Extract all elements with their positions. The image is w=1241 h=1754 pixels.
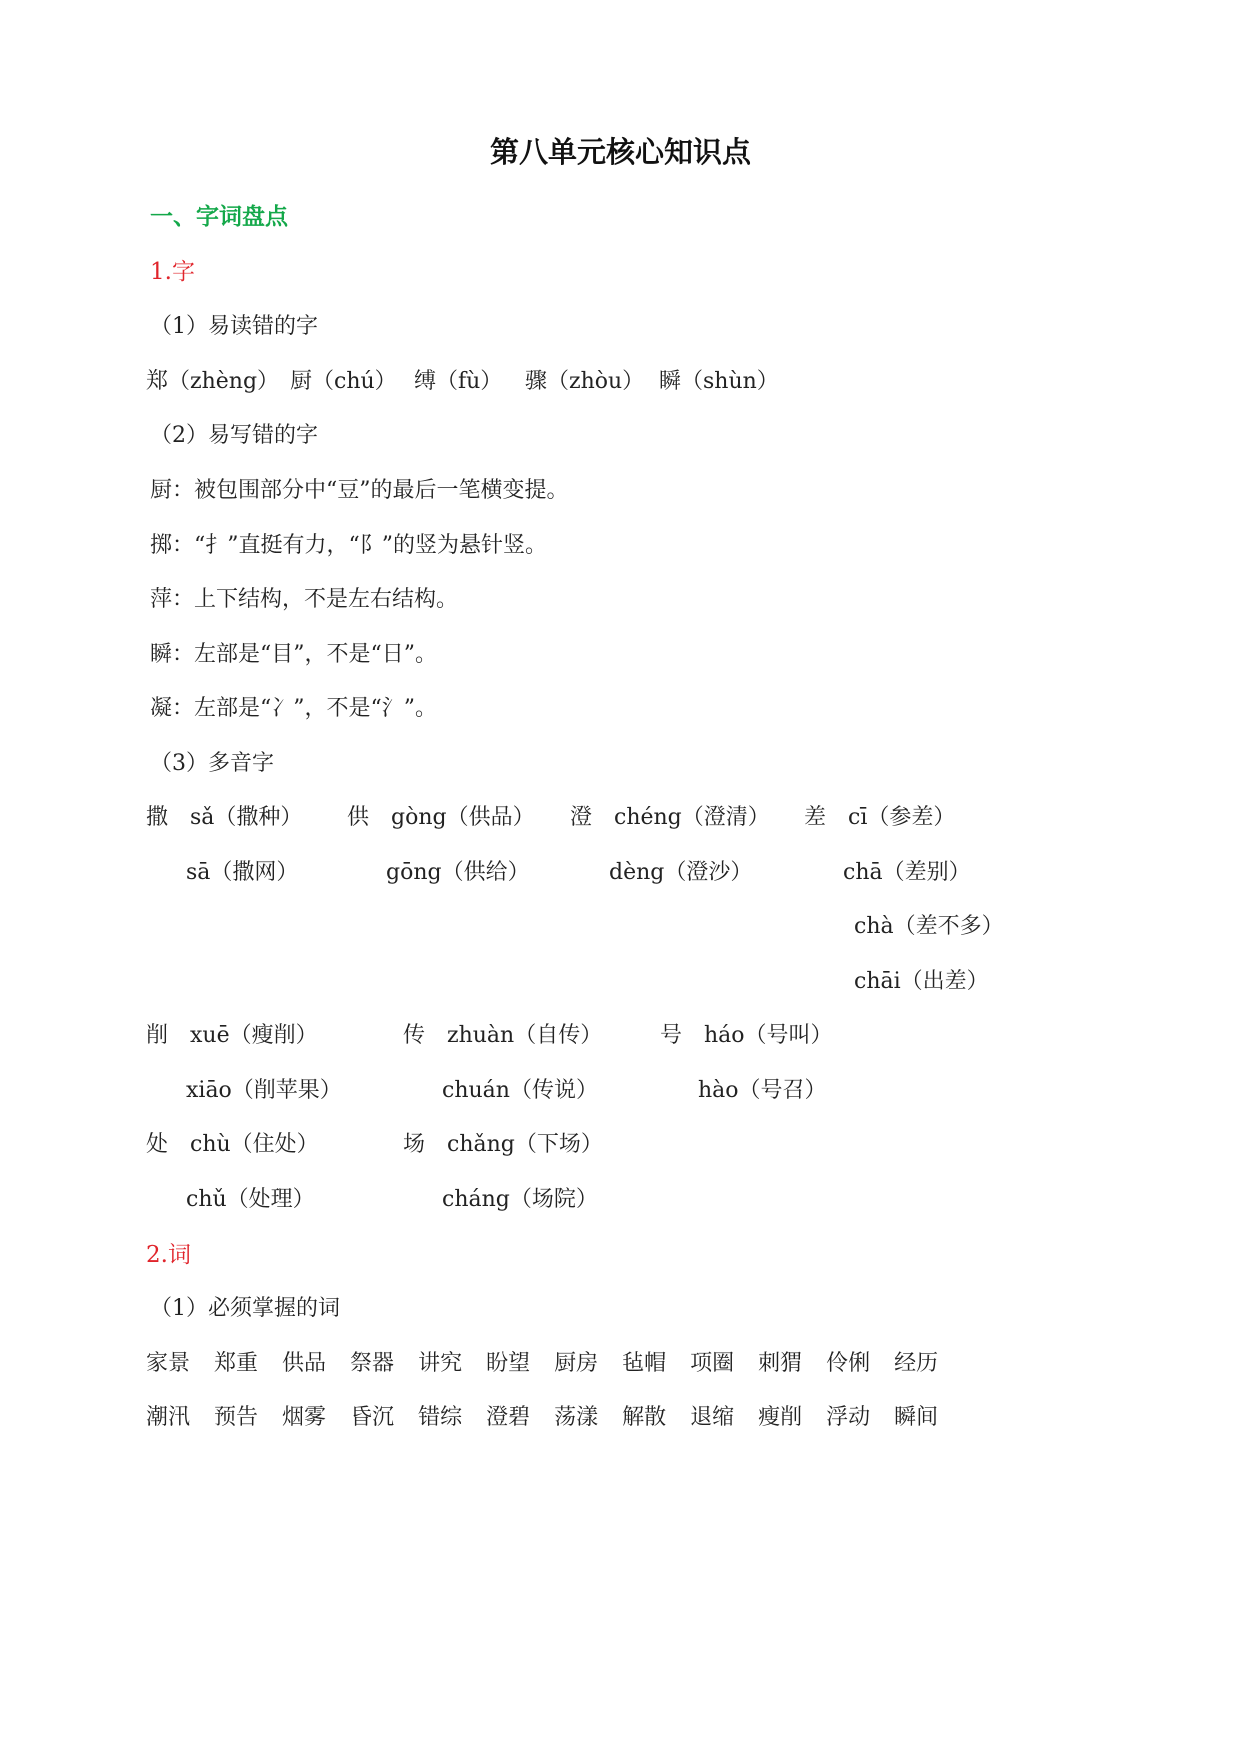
misread-item: 郑（zhèng） xyxy=(146,369,280,394)
polyphonic-char: 场 xyxy=(403,1132,426,1157)
polyphonic-reading: chù（住处） xyxy=(190,1132,319,1157)
polyphonic-reading: chuán（传说） xyxy=(442,1078,598,1103)
polyphonic-reading: gòng（供品） xyxy=(391,805,535,830)
misread-item: 厨（chú） xyxy=(290,369,397,394)
misread-item: 骤（zhòu） xyxy=(525,369,645,394)
polyphonic-reading: chà（差不多） xyxy=(854,914,1004,939)
word: 经历 xyxy=(894,1351,939,1376)
miswrite-note: 瞬：左部是“目”，不是“日”。 xyxy=(150,642,437,667)
polyphonic-char: 供 xyxy=(347,805,370,830)
word: 解散 xyxy=(622,1405,667,1430)
misread-item: 瞬（shùn） xyxy=(659,369,779,394)
polyphonic-char: 处 xyxy=(146,1132,169,1157)
polyphonic-reading: gōng（供给） xyxy=(386,860,530,885)
polyphonic-reading: xuē（瘦削） xyxy=(190,1023,318,1048)
polyphonic-char: 撒 xyxy=(146,805,169,830)
polyphonic-char: 削 xyxy=(146,1023,169,1048)
polyphonic-reading: chéng（澄清） xyxy=(614,805,770,830)
polyphonic-reading: xiāo（削苹果） xyxy=(186,1078,342,1103)
polyphonic-reading: dèng（澄沙） xyxy=(609,860,753,885)
miswrite-note: 掷：“扌”直挺有力，“阝”的竖为悬针竖。 xyxy=(150,533,547,558)
polyphonic-char: 澄 xyxy=(570,805,593,830)
word: 潮汛 xyxy=(146,1405,191,1430)
word: 烟雾 xyxy=(282,1405,327,1430)
polyphonic-reading: chāi（出差） xyxy=(854,969,989,994)
miswrite-note: 萍：上下结构，不是左右结构。 xyxy=(150,587,459,612)
word-list-row-2 xyxy=(146,1400,962,1431)
word: 祭器 xyxy=(350,1351,395,1376)
heading-polyphonic: （3）多音字 xyxy=(150,751,274,776)
word: 讲究 xyxy=(418,1351,463,1376)
polyphonic-reading: sā（撒网） xyxy=(186,860,299,885)
subsection-heading-ci: 2.词 xyxy=(146,1242,191,1268)
subsection-heading-zi: 1.字 xyxy=(150,259,195,285)
heading-easy-misread: （1）易读错的字 xyxy=(150,314,318,339)
polyphonic-char: 传 xyxy=(403,1023,426,1048)
misread-item: 缚（fù） xyxy=(414,369,503,394)
word: 刺猬 xyxy=(758,1351,803,1376)
miswrite-note: 厨：被包围部分中“豆”的最后一笔横变提。 xyxy=(150,478,569,503)
word: 供品 xyxy=(282,1351,327,1376)
heading-must-master: （1）必须掌握的词 xyxy=(150,1296,340,1321)
polyphonic-reading: cī（参差） xyxy=(848,805,956,830)
polyphonic-reading: chǔ（处理） xyxy=(186,1187,315,1212)
word: 澄碧 xyxy=(486,1405,531,1430)
polyphonic-reading: cháng（场院） xyxy=(442,1187,598,1212)
word: 瘦削 xyxy=(758,1405,803,1430)
word: 项圈 xyxy=(690,1351,735,1376)
word: 家景 xyxy=(146,1351,191,1376)
word: 荡漾 xyxy=(554,1405,599,1430)
word-list-row-1 xyxy=(146,1346,962,1377)
polyphonic-reading: sǎ（撒种） xyxy=(190,805,303,830)
word: 厨房 xyxy=(554,1351,599,1376)
polyphonic-reading: háo（号叫） xyxy=(704,1023,833,1048)
polyphonic-char: 差 xyxy=(804,805,827,830)
polyphonic-reading: chǎng（下场） xyxy=(447,1132,603,1157)
polyphonic-reading: zhuàn（自传） xyxy=(447,1023,603,1048)
polyphonic-char: 号 xyxy=(660,1023,683,1048)
section-heading: 一、字词盘点 xyxy=(150,204,288,230)
word: 盼望 xyxy=(486,1351,531,1376)
word: 瞬间 xyxy=(894,1405,939,1430)
page-title: 第八单元核心知识点 xyxy=(489,135,751,169)
miswrite-note: 凝：左部是“冫”，不是“氵”。 xyxy=(150,696,437,721)
word: 毡帽 xyxy=(622,1351,667,1376)
word: 伶俐 xyxy=(826,1351,871,1376)
word: 昏沉 xyxy=(350,1405,395,1430)
word: 预告 xyxy=(214,1405,259,1430)
heading-easy-miswrite: （2）易写错的字 xyxy=(150,423,318,448)
polyphonic-reading: hào（号召） xyxy=(698,1078,827,1103)
word: 郑重 xyxy=(214,1351,259,1376)
word: 浮动 xyxy=(826,1405,871,1430)
word: 错综 xyxy=(418,1405,463,1430)
word: 退缩 xyxy=(690,1405,735,1430)
polyphonic-reading: chā（差别） xyxy=(843,860,971,885)
